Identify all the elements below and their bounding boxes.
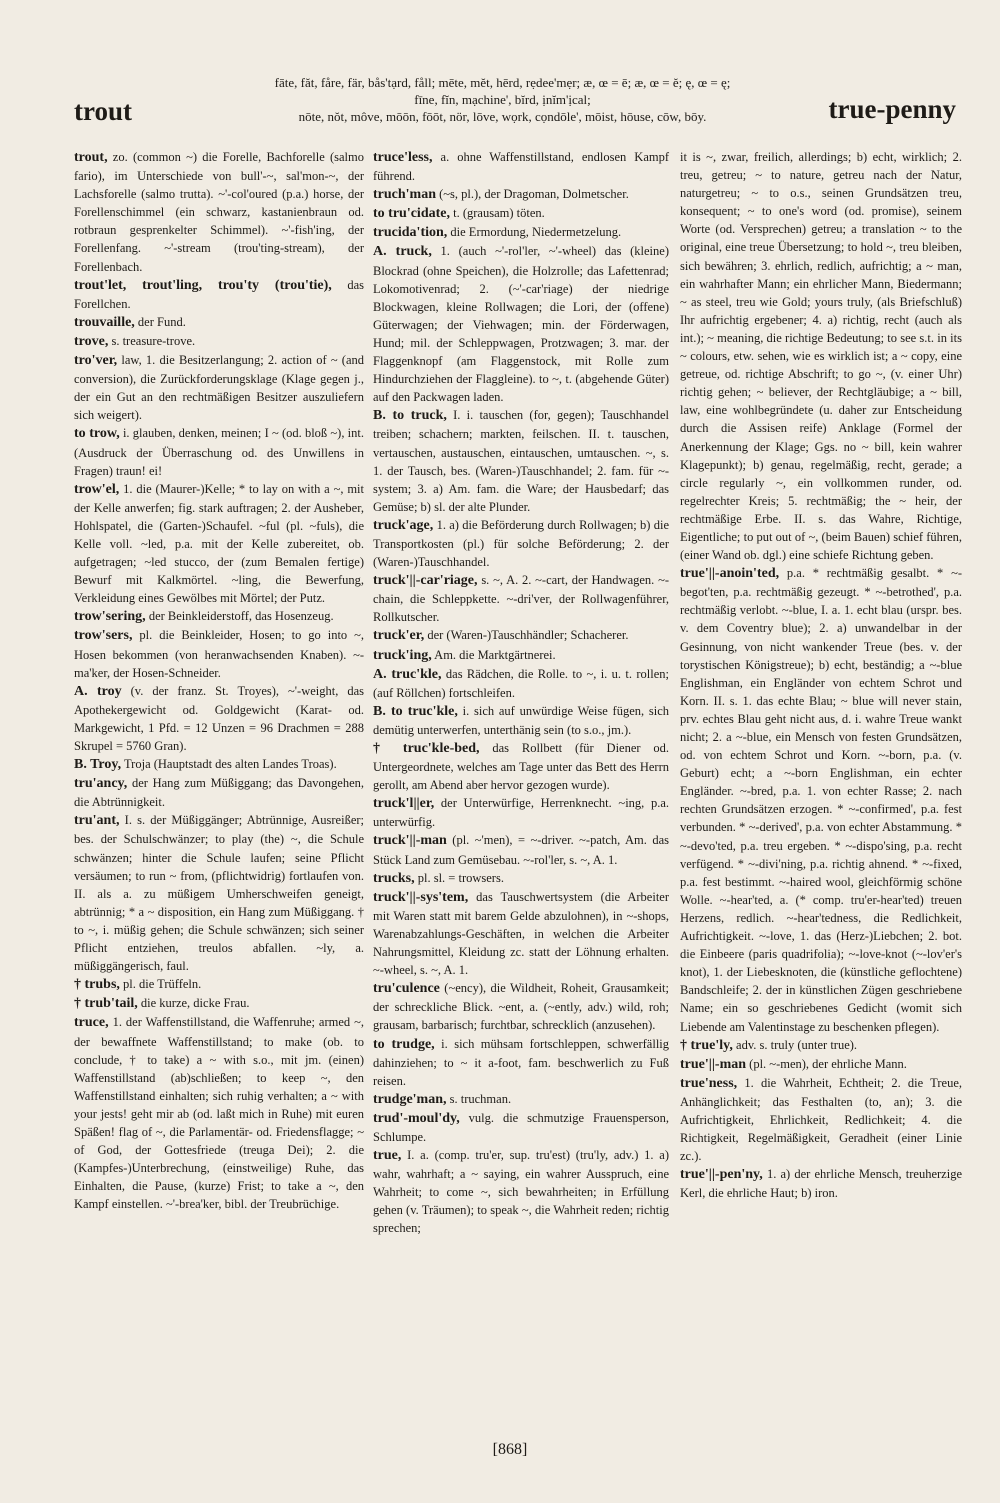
entry-definition: zo. (common ~) die Forelle, Bachforelle (salmo fario), im Unterschiede von bull'-~, sal'mon-~, der Lachsforelle (salmo trutta). ~'-col'oured (p.a.) horse, der Forellenschimmel (ein schwarz, kastanienbraun od. rotbraun gesprenkelter Schimmel). ~'-fish'ing, der Forellenfang. ~'-stream (trou'ting-stream), der Forellenbach. [74,150,364,274]
entry-definition: der Beinkleiderstoff, das Hosenzeug. [148,609,334,624]
entry-headword: true'||-pen'ny, [680,1167,763,1183]
dictionary-entry [373,626,669,645]
entry-headword: trow'sering, [74,609,146,625]
entry-headword: † trubs, [74,977,120,993]
dictionary-entry [74,351,364,424]
dictionary-entry [74,1013,364,1213]
entry-definition: das Forellchen. [74,277,365,311]
entry-definition: Am. die Marktgärtnerei. [434,647,556,662]
entry-definition: der (Waren-)Tauschhändler; Schacherer. [427,628,629,643]
dictionary-entry [74,755,364,774]
entry-definition: (pl. ~-men), der ehrliche Mann. [749,1056,907,1071]
dictionary-entry [74,313,364,332]
dictionary-entry [680,1165,962,1202]
dictionary-entry [74,480,364,608]
entry-headword: † true'ly, [680,1037,733,1053]
entry-headword: to trudge, [373,1036,435,1052]
dictionary-entry [373,185,669,204]
dictionary-entry [74,811,364,975]
entry-definition: i. sich auf unwürdige Weise fügen, sich demütig unterwerfen, unterthänig sein (to s.o., jm.). [373,703,670,737]
entry-definition: s. treasure-trove. [111,333,196,348]
page-number: [868] [492,1441,528,1458]
entry-definition: 1. der Waffenstillstand, die Waffenruhe; armed ~, der bewaffnete Waffenstillstand; to make (ob. to conclude, † to take) a ~ with s.o., mit jm. (einen) Waffenstillstand (ab)schließen; to keep ~, den Waffenstillstand einhalten; sich ruhig verhalten; a ~ with your jests! geht mir ab (od. laßt mich in Ruhe) mit euren Späßen! flag of ~, die Parlamentär- od. Friedensflagge; ~ of God, der Gottesfriede (treuga Dei); 2. die (Kampfes-)Unterbrechung, (einstweilige) Ruhe, das Einhalten, die Pause, (kurze) Frist; to take a ~, den Kampf einstellen. ~'-brea'ker, bibl. der Treubrüchige. [74,1015,365,1212]
dictionary-entry [373,702,669,739]
dictionary-entry [373,794,669,831]
dictionary-entry [373,831,669,868]
entry-definition: I. s. der Müßiggänger; Abtrünnige, Ausreißer; bes. der Schulschwänzer; to play (the) ~, die Schule schwänzen; hinter die Schule laufen; seine Pflicht versäumen; to run ~ from, (pflichtwidrig) fortlaufen von. II. als a. zu müßigem Umherschweifen geneigt, abtrünnig; * a ~ disposition, ein Hang zum Müßiggang. † to ~, i. müßig gehen; die Schule schwänzen; sich seiner Pflicht entziehen, treulos abfallen. ~ly, a. müßiggängerisch, faul. [74,813,365,974]
entry-headword: to trow, [74,426,120,442]
entry-definition: das Rädchen, die Rolle. to ~, i. u. t. rollen; (auf Röllchen) fortschleifen. [373,666,670,700]
entry-definition: pl. die Trüffeln. [123,977,202,992]
entry-definition: adv. s. truly (unter true). [736,1037,858,1052]
entry-definition: i. glauben, denken, meinen; I ~ (od. bloß ~), int. (Ausdruck der Überraschung od. des Unwillens in Fragen) traun! ei! [74,426,364,478]
dictionary-entry [680,148,962,564]
entry-headword: † trub'tail, [74,996,138,1012]
entry-headword: truck'l||er, [373,796,435,812]
entry-definition: vulg. die schmutzige Frauensperson, Schlumpe. [373,1110,669,1144]
entry-headword: A. troy [74,683,122,699]
entry-headword: trudge'man, [373,1091,447,1107]
entry-headword: trow'sers, [74,628,133,644]
entry-definition: 1. a) der ehrliche Mensch, treuherzige Kerl, die ehrliche Haut; b) iron. [680,1167,963,1201]
entry-headword: to tru'cidate, [373,206,450,222]
dictionary-entry [373,148,669,185]
pronunciation-key-line-3: nōte, nŏt, môve, mōōn, fōōt, nör, lōve, wọrk, cọndōle', mōist, hōuse, cōw, bōy. [298,109,707,124]
entry-headword: truck'||-car'riage, [373,573,478,589]
entry-definition: (v. der franz. St. Troyes), ~'-weight, das Apothekergewicht od. Goldgewicht (Karat- od. Markgewicht, 1 Pfd. = 12 Unzen = 96 Drachmen = 288 Skrupel = 5760 Gran). [74,683,365,753]
dictionary-entry [680,1074,962,1165]
entry-definition: law, 1. die Besitzerlangung; 2. action of ~ (and conversion), die Zurückforderungsklage (Klage gegen j., der ein Gut an den rechtmäßigen Besitzer auszuliefern sich weigert). [74,353,364,423]
entry-definition: das Rollbett (für Diener od. Untergeordnete, welches am Tage unter das Bett des Herrn gerollt, am Abend aber hervor gezogen wurde). [373,741,670,793]
dictionary-entry [74,276,364,313]
dictionary-entry [74,626,364,681]
dictionary-entry [680,1036,962,1055]
dictionary-entry [373,1035,669,1090]
entry-definition: pl. die Beinkleider, Hosen; to go into ~, Hosen bekommen (von heranwachsenden Knaben). ~-ma'ker, der Hosen-Schneider. [74,628,365,680]
entry-definition: it is ~, zwar, freilich, allerdings; b) echt, wirklich; 2. treu, getreu; ~ to nature, getreu nach der Natur, naturgetreu; ~ to o.s., seinen Grundsätzen treu, konsequent; ~ to one's word (od. promise), seinem Worte (od. Versprechen) getreu; a translation ~ to the original, eine treue Übersetzung; to hold ~, treu bleiben, sich bewähren; 3. ehrlich, redlich, aufrichtig; a ~ man, ein wahrhafter Mann; ein ehrlicher Mann, Biedermann; ~ as steel, treu wie Gold; yours truly, (als Briefschluß) Ihr aufrichtig ergebener; 4. a) richtig, recht (auch als int.); ~ meaning, die richtige Bedeutung; to see s.t. in its ~ colours, etw. sehen, wie es wirklich ist; a ~ copy, eine getreue, od. richtige Abschrift; to go ~, (v. einer Uhr) richtig gehen; ~ believer, der Rechtgläubige; a ~ bill, law, eine wohlbegründete (u. daher zur Entscheidung durch die Assisen reife) Anklage (Formel der Anerkennung der Klage; Ggs. no ~ bill, kein wahrer Klagepunkt); b) genau, regelmäßig, recht, gerade; a circle regularly ~, ein vollkommen runder, od. regelrechter Kreis; 5. rechtmäßig; the ~ heir, der rechtmäßige Erbe. II. s. das Wahre, Richtige, Eigentliche; to put out of ~, (beim Bauen) schief führen, (einer Wand ob. dgl.) eine schiefe Richtung geben. [680,150,962,563]
entry-definition: p.a. * rechtmäßig gesalbt. * ~-begot'ten, p.a. rechtmäßig gezeugt. * ~-betrothed', p.a. rechtmäßig verlobt. ~-blue, I. a. 1. echt blau (urspr. bes. v. dem Coventry blue); 2. a) unwandelbar in der Gesinnung, von nicht wankender Treue (bes. v. der torystischen Königstreue); b) echt, beständig; a ~-blue Englishman, ein Engländer von echtem Schrot und Korn. II. s. 1. das echte Blau; ~ blue will never stain, prv. echtes Blau geht nicht aus, d. i. wahre Treue wankt nicht; 2. a ~-blue, ein Mensch von festen Grundsätzen, od. von echtem Schrot und Korn. ~-born, p.a. (v. Geburt) echt; a ~-born Englishman, ein echter Engländer. ~-bred, p.a. 1. von echter Rasse; 2. nach rechten Grundsätzen erzogen. * ~-confirmed', p.a. fest verbunden. * ~-derived', p.a. von echter Abstammung. * ~-devo'ted, p.a. treu ergeben. * ~-dispo'sing, p.a. recht verfügend. * ~-divi'ning, p.a. richtig ahnend. * ~-fixed, p.a. fest bestimmt. ~-haired wool, gleichförmig schöne Wolle. ~-hear'ted, a. (* comp. tru'er-hear'ted) treuen Herzens, redlich. ~-hear'tedness, die Redlichkeit, Aufrichtigkeit. ~-love, 1. das (Herz-)Liebchen; 2. bot. die Einbeere (paris quadrifolia); ~-love-knot (~-lov'er's knot), 1. der Liebesknoten, die (künstliche geflochtene) Bandschleife; 2. der in künstlichen Zügen geschriebene Name; ein so geschriebenes Gedicht (womit sich Liebende am Valentinstage zu beschenken pflegen). [680,566,963,1034]
entry-definition: Troja (Hauptstadt des alten Landes Troas). [123,757,337,772]
entry-definition: der Fund. [137,314,186,329]
entry-headword: trove, [74,333,109,349]
entry-headword: tro'ver, [74,353,118,369]
dictionary-entry [373,1146,669,1237]
dictionary-entry [373,979,669,1034]
entry-headword: true'||-anoin'ted, [680,566,780,582]
dictionary-entry [680,564,962,1035]
entry-definition: 1. die (Maurer-)Kelle; * to lay on with a ~, mit der Kelle anwerfen; fig. stark auftragen; 2. der Ausheber, Hohlspatel, die (Garten-)Schaufel. ~ful (pl. ~fuls), die Kelle voll. ~led, p.a. mit der Kelle zubereitet, ob. aufgetragen; ~led stucco, der (zum Bemalen fertige) Bewurf mit Kalkmörtel. ~ling, die Bewerfung, Verkleidung eines Gewölbes mit Mörtel; der Putz. [74,481,365,606]
entry-headword: B. to truc'kle, [373,703,458,719]
entry-headword: tru'ant, [74,813,120,829]
entry-definition: (~ency), die Wildheit, Roheit, Grausamkeit; der schreckliche Blick. ~ent, a. (~ently, adv.) wild, roh; grausam, barbarisch; furchtbar, schrecklich (anzusehen). [373,981,669,1033]
dictionary-entry [373,646,669,665]
entry-definition: 1. (auch ~'-rol'ler, ~'-wheel) das (kleine) Blockrad (ohne Speichen), die Holzrolle; das Lafettenrad; Lokomotivenrad; 2. (~'-car'riage) der niedrige Blockwagen, kleine Rollwagen; die Lori, der (offene) Güterwagen; der Viehwagen; min. der Förderwagen, Hund; mil. der Schleppwagen, Protzwagen; 3. mar. der Flaggenknopf (am Flaggenstock, mit Rolle zum Hindurchziehen der Flaggleine). to ~, t. (abgehende Güter) auf den Packwagen laden. [373,244,669,405]
entry-definition: a. ohne Waffenstillstand, endlosen Kampf führend. [373,150,670,184]
entry-definition: t. (grausam) töten. [453,206,545,221]
entry-definition: s. truchman. [449,1091,512,1106]
dictionary-entry [373,1109,669,1146]
dictionary-entry [74,975,364,994]
entry-definition: der Unterwürfige, Herrenknecht. ~ing, p.a. unterwürfig. [373,796,669,830]
entry-headword: † truc'kle-bed, [373,741,480,756]
dictionary-entry [74,424,364,479]
entry-headword: truck'||-man [373,833,447,849]
dictionary-entry [373,204,669,223]
dictionary-entry [373,869,669,888]
entry-definition: 1. a) die Beförderung durch Rollwagen; b) die Transportkosten (pl.) für solche Beförderung; 2. der (Waren-)Tauschhandel. [373,517,669,570]
pronunciation-key-line-1: fāte, făt, fåre, fär, bås'tạrd, fåll; mēte, mĕt, hērd, rẹdee'mẹr; æ, œ = ē; æ, œ = ĕ; ę, œ = ę; [274,75,731,90]
left-guide-word: trout [74,96,132,126]
column-1 [74,148,364,1213]
entry-definition: pl. sl. = trowsers. [417,870,504,885]
entry-headword: truck'age, [373,517,434,533]
entry-headword: trucks, [373,870,415,886]
entry-headword: tru'culence [373,981,440,997]
entry-headword: true, [373,1148,402,1164]
entry-headword: A. truc'kle, [373,666,442,682]
dictionary-entry [373,739,669,794]
entry-definition: (pl. ~'men), = ~-driver. ~-patch, Am. das Stück Land zum Gemüsebau. ~-rol'ler, s. ~, A. 1. [373,833,670,867]
column-2 [373,148,669,1238]
dictionary-entry [74,774,364,811]
dictionary-entry [373,571,669,626]
dictionary-entry [373,665,669,702]
column-3 [680,148,962,1202]
entry-headword: trouvaille, [74,314,135,330]
entry-definition: i. sich mühsam fortschleppen, schwerfällig dahinziehen; to ~ it a-foot, fam. beschwerlich zu Fuß reisen. [373,1036,670,1088]
entry-definition: die kurze, dicke Frau. [140,996,250,1011]
entry-headword: trout'let, trout'ling, trou'ty (trou'tie), [74,277,332,293]
entry-definition: der Hang zum Müßiggang; das Davongehen, die Abtrünnigkeit. [74,776,365,810]
entry-headword: B. Troy, [74,757,122,773]
entry-headword: truce, [74,1015,109,1031]
entry-headword: truce'less, [373,150,433,165]
entry-headword: B. to truck, [373,408,447,424]
dictionary-entry [373,888,669,979]
entry-headword: trout, [74,150,108,165]
entry-headword: tru'ancy, [74,776,128,792]
dictionary-entry [373,406,669,516]
entry-definition: s. ~, A. 2. ~-cart, der Handwagen. ~-chain, die Schleppkette. ~-dri'ver, der Rollwagenführer, Rollkutscher. [373,573,670,625]
entry-definition: I. a. (comp. tru'er, sup. tru'est) (tru'ly, adv.) 1. a) wahr, wahrhaft; a ~ saying, ein wahrer Ausspruch, eine Wahrheit; to come ~, sich bewahrheiten; in Erfüllung gehen (v. Träumen); to speak ~, die Wahrheit reden; richtig sprechen; [373,1148,669,1236]
dictionary-entry [74,607,364,626]
entry-headword: truch'man [373,187,436,203]
dictionary-entry [74,682,364,755]
entry-headword: truck'||-sys'tem, [373,889,469,905]
dictionary-entry [680,1055,962,1074]
entry-headword: truck'ing, [373,647,432,663]
entry-definition: 1. die Wahrheit, Echtheit; 2. die Treue, Anhänglichkeit; das Festhalten (to, an); 3. die Aufrichtigkeit, Ehrlichkeit, Redlichkeit; 4. die Richtigkeit, Regelmäßigkeit, Geradheit (einer Linie zc.). [680,1075,963,1164]
dictionary-entry [74,148,364,276]
entry-headword: truck'er, [373,628,425,644]
entry-definition: das Tauschwertsystem (die Arbeiter mit Waren statt mit barem Gelde abzulohnen), in ~-shops, Warenabzahlungs-Geschäften, in welchen die Arbeiter Nahrungsmittel, Kleidung zc. statt der Löhnung erhalten. ~-wheel, s. ~, A. 1. [373,889,670,978]
entry-headword: trow'el, [74,481,120,497]
entry-headword: true'||-man [680,1056,747,1072]
dictionary-entry [74,332,364,351]
dictionary-entry [373,516,669,571]
entry-definition: (~s, pl.), der Dragoman, Dolmetscher. [439,187,629,202]
entry-headword: true'ness, [680,1075,738,1091]
dictionary-entry [74,994,364,1013]
right-guide-word: true-penny [828,94,956,124]
entry-definition: die Ermordung, Niedermetzelung. [450,225,622,240]
entry-headword: trucida'tion, [373,225,448,241]
entry-headword: trud'-moul'dy, [373,1110,460,1126]
dictionary-entry [373,242,669,406]
dictionary-entry [373,223,669,242]
entry-headword: A. truck, [373,244,432,260]
dictionary-entry [373,1090,669,1109]
entry-definition: I. i. tauschen (for, gegen); Tauschhandel treiben; schachern; markten, feilschen. II. t. tauschen, vertauschen, austauschen, eintauschen, umtauschen. ~, s. 1. der Tausch, bes. (Waren-)Tauschhandel; 2. fam. für ~-system; 3. a) Am. fam. die Ware; der Hausbedarf; das Gemüse; b) sl. der alte Plunder. [373,408,670,514]
pronunciation-key-line-2: fīne, fĭn, mạchine', bĭrd, ịnĭm'ịcal; [414,92,591,107]
